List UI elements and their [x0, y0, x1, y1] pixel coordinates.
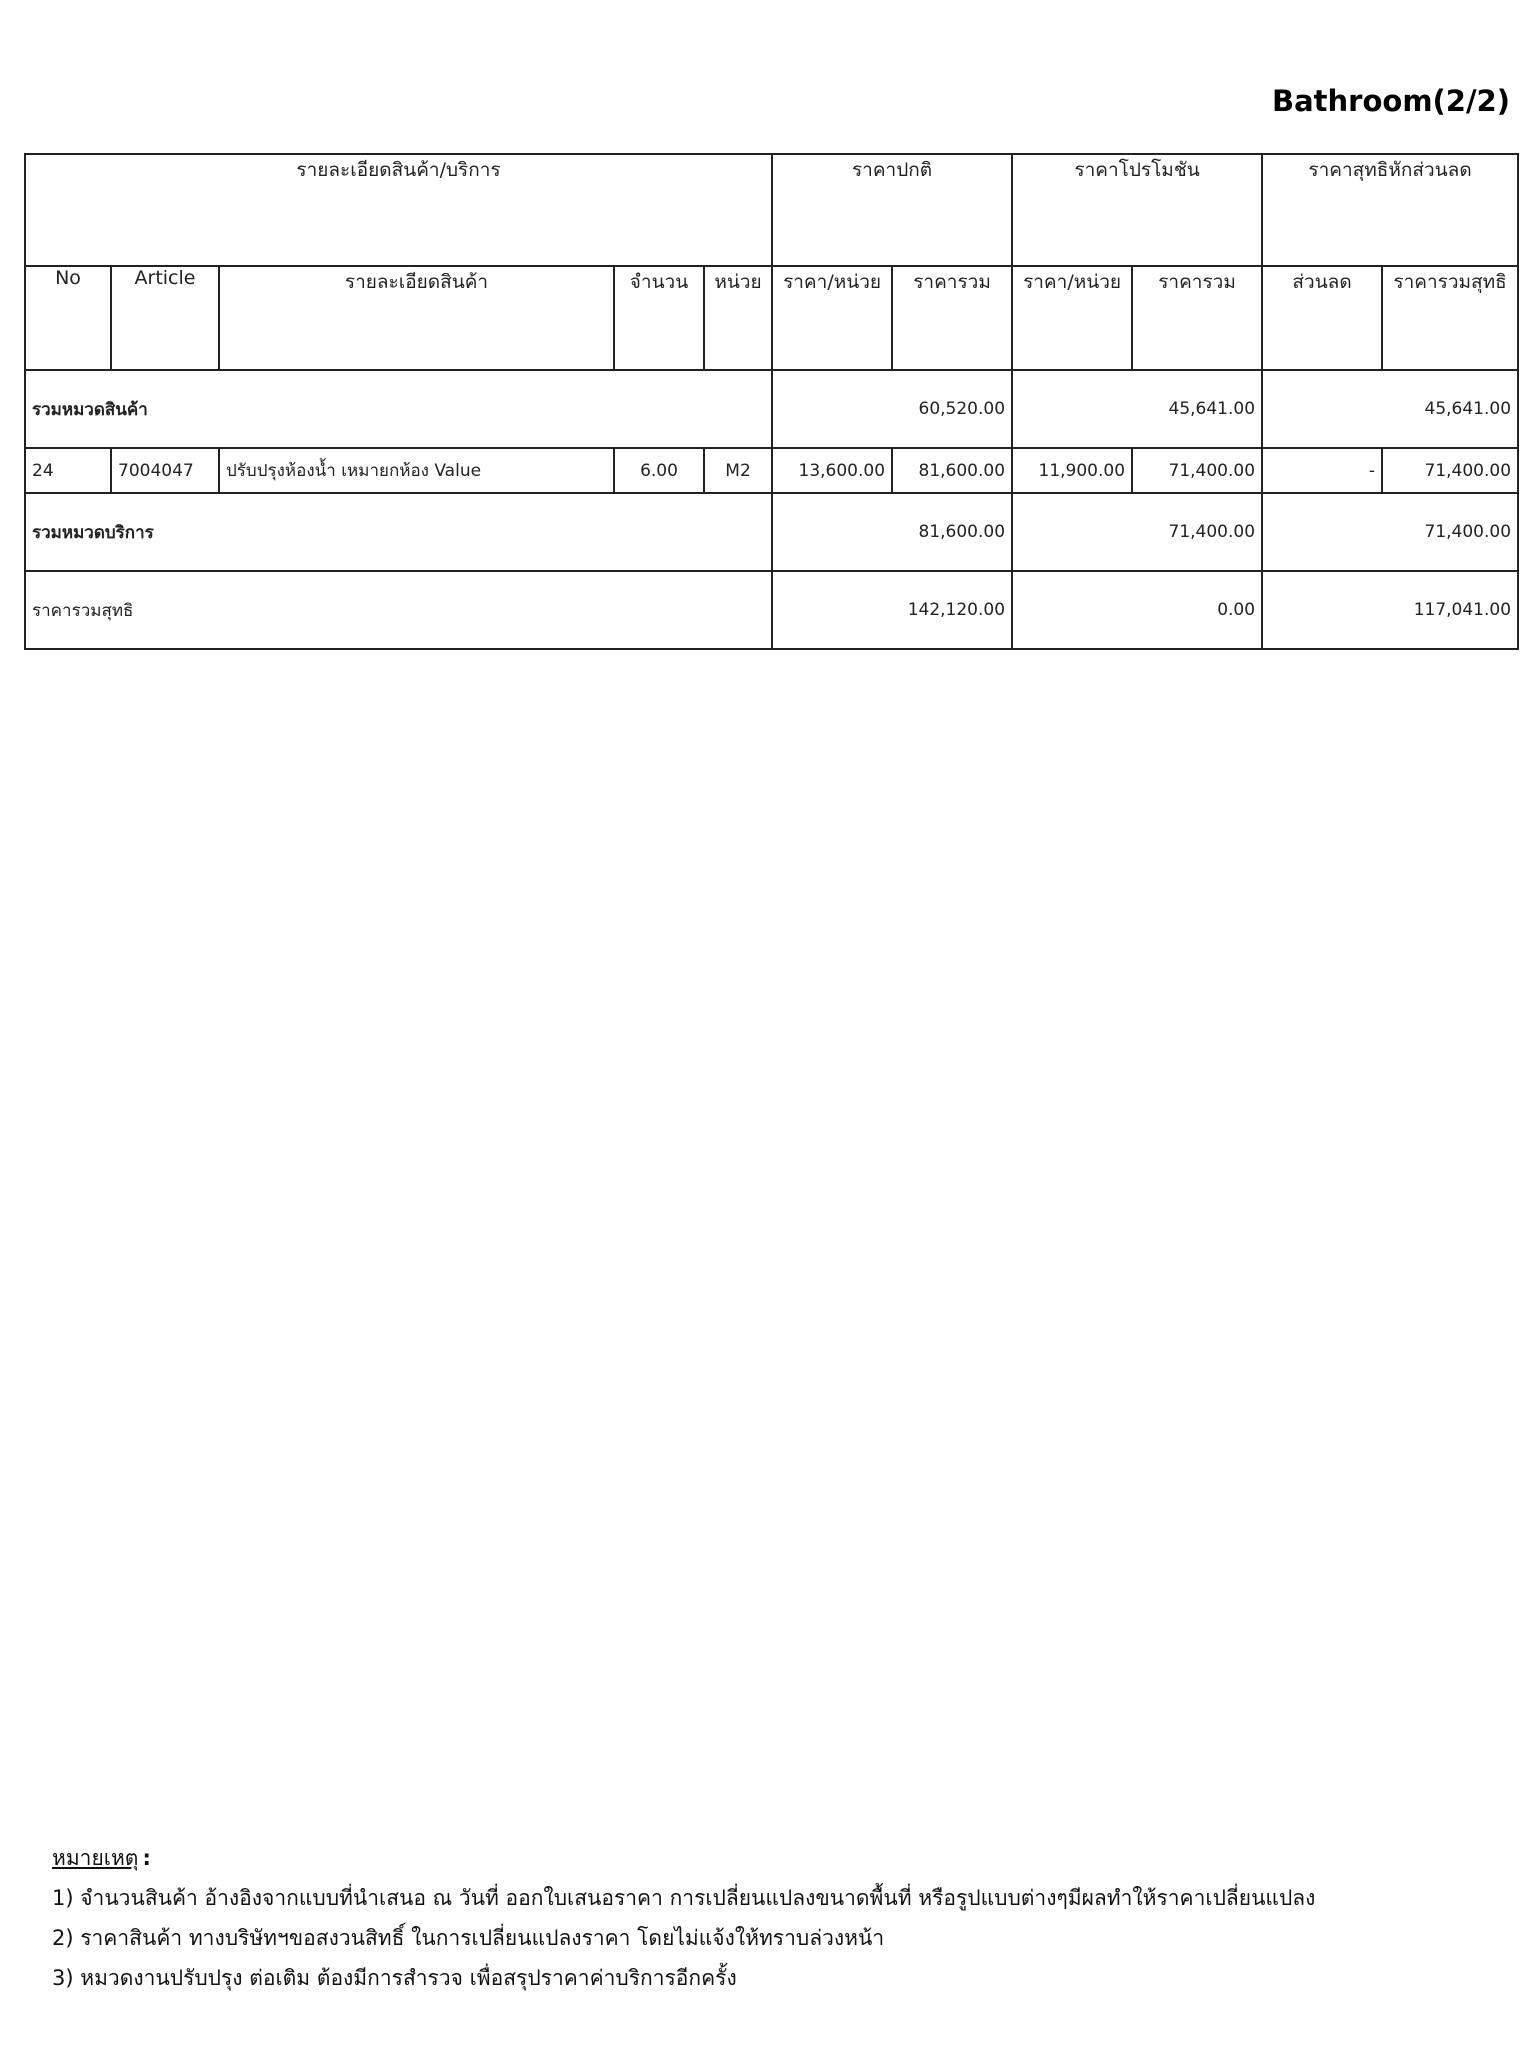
item-reg-unit-price: 13,600.00	[772, 448, 892, 493]
column-header-promo-unit-price: ราคา/หน่วย	[1012, 266, 1132, 370]
service-subtotal-net-total: 71,400.00	[1262, 493, 1518, 571]
notes-heading-colon: :	[142, 1846, 151, 1870]
service-subtotal-label: รวมหมวดบริการ	[25, 493, 772, 571]
notes-heading-label: หมายเหตุ	[52, 1846, 139, 1870]
group-header-details: รายละเอียดสินค้า/บริการ	[25, 154, 772, 266]
service-subtotal-promo-total: 71,400.00	[1012, 493, 1262, 571]
item-discount: -	[1262, 448, 1382, 493]
column-header-description: รายละเอียดสินค้า	[219, 266, 614, 370]
column-header-promo-total: ราคารวม	[1132, 266, 1262, 370]
item-reg-total: 81,600.00	[892, 448, 1012, 493]
column-header-no: No	[25, 266, 111, 370]
column-header-row	[25, 266, 1518, 370]
group-header-row	[25, 154, 1518, 266]
page-title: Bathroom(2/2)	[1271, 84, 1510, 118]
item-promo-total: 71,400.00	[1132, 448, 1262, 493]
net-total-reg-total: 142,120.00	[772, 571, 1012, 649]
service-subtotal-reg-total: 81,600.00	[772, 493, 1012, 571]
notes-heading	[52, 1838, 1315, 1878]
item-description: ปรับปรุงห้องน้ำ เหมายกห้อง Value	[219, 448, 614, 493]
item-net-total: 71,400.00	[1382, 448, 1518, 493]
product-subtotal-promo-total: 45,641.00	[1012, 370, 1262, 448]
product-subtotal-net-total: 45,641.00	[1262, 370, 1518, 448]
note-line-1: 1) จำนวนสินค้า อ้างอิงจากแบบที่นำเสนอ ณ วันที่ ออกใบเสนอราคา การเปลี่ยนแปลงขนาดพื้นที่ หรือรูปแบบต่างๆมีผลทำให้ราคาเปลี่ยนแปลง	[52, 1886, 1316, 1910]
item-promo-unit-price: 11,900.00	[1012, 448, 1132, 493]
service-subtotal-row	[25, 493, 1518, 571]
item-unit: M2	[704, 448, 772, 493]
column-header-article: Article	[111, 266, 219, 370]
note-line-2: 2) ราคาสินค้า ทางบริษัทฯขอสงวนสิทธิ์ ในการเปลี่ยนแปลงราคา โดยไม่แจ้งให้ทราบล่วงหน้า	[52, 1926, 885, 1950]
product-subtotal-reg-total: 60,520.00	[772, 370, 1012, 448]
group-header-net-after-discount: ราคาสุทธิหักส่วนลด	[1262, 154, 1518, 266]
column-header-reg-total: ราคารวม	[892, 266, 1012, 370]
column-header-qty: จำนวน	[614, 266, 704, 370]
net-total-promo-total: 0.00	[1012, 571, 1262, 649]
quotation-table	[24, 153, 1519, 650]
column-header-net-total: ราคารวมสุทธิ	[1382, 266, 1518, 370]
notes-section	[52, 1838, 1315, 1998]
note-line-3: 3) หมวดงานปรับปรุง ต่อเติม ต้องมีการสำรวจ เพื่อสรุปราคาค่าบริการอีกครั้ง	[52, 1966, 737, 1990]
net-total-label: ราคารวมสุทธิ	[25, 571, 772, 649]
item-qty: 6.00	[614, 448, 704, 493]
group-header-regular-price: ราคาปกติ	[772, 154, 1012, 266]
column-header-unit: หน่วย	[704, 266, 772, 370]
item-no: 24	[25, 448, 111, 493]
group-header-promo-price: ราคาโปรโมชัน	[1012, 154, 1262, 266]
item-article: 7004047	[111, 448, 219, 493]
table-row	[25, 448, 1518, 493]
net-total-row	[25, 571, 1518, 649]
net-total-net-total: 117,041.00	[1262, 571, 1518, 649]
column-header-reg-unit-price: ราคา/หน่วย	[772, 266, 892, 370]
product-subtotal-row	[25, 370, 1518, 448]
column-header-discount: ส่วนลด	[1262, 266, 1382, 370]
product-subtotal-label: รวมหมวดสินค้า	[25, 370, 772, 448]
